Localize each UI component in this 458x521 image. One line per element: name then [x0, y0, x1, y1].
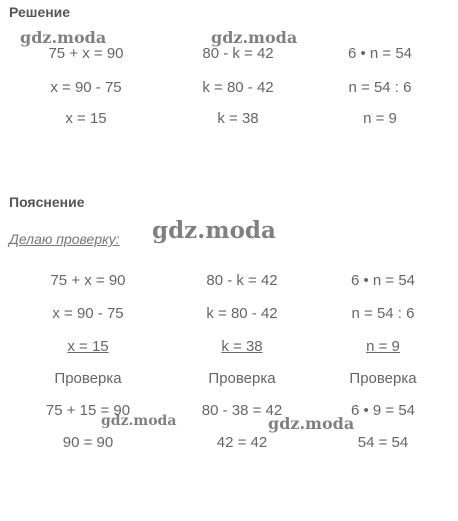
explanation-col2-check-label: Проверка — [208, 370, 276, 387]
explanation-col3-check-line2: 54 = 54 — [357, 434, 409, 451]
solution-col3-line1: 6 • n = 54 — [347, 45, 413, 62]
explanation-col3-line1: 6 • n = 54 — [350, 272, 416, 289]
explanation-col1-check-line2: 90 = 90 — [62, 434, 114, 451]
explanation-col2-check-line1: 80 - 38 = 42 — [201, 402, 283, 419]
solution-col1-line3: x = 15 — [65, 110, 107, 127]
watermark: gdz.moda — [152, 217, 276, 244]
solution-col2-line3: k = 38 — [217, 110, 259, 127]
explanation-col3-check-label: Проверка — [349, 370, 417, 387]
explanation-col1-line2: x = 90 - 75 — [52, 305, 124, 322]
solution-col3-line2: n = 54 : 6 — [348, 79, 412, 96]
watermark: gdz.moda — [268, 414, 355, 433]
watermark: gdz.moda — [211, 28, 298, 47]
explanation-col3-check-line1: 6 • 9 = 54 — [350, 402, 416, 419]
explanation-col1-check-label: Проверка — [54, 370, 122, 387]
explanation-col1-line1: 75 + x = 90 — [50, 272, 126, 289]
solution-title: Решение — [9, 4, 71, 20]
explanation-col1-answer: x = 15 — [67, 338, 109, 355]
explanation-title: Пояснение — [9, 194, 85, 210]
solution-col1-line1: 75 + x = 90 — [48, 45, 124, 62]
explanation-col3-answer: n = 9 — [366, 338, 400, 355]
solution-col3-line3: n = 9 — [363, 110, 397, 127]
explanation-intro: Делаю проверку: — [9, 231, 120, 247]
solution-col2-line1: 80 - k = 42 — [202, 45, 274, 62]
solution-col2-line2: k = 80 - 42 — [202, 79, 274, 96]
explanation-col2-answer: k = 38 — [221, 338, 263, 355]
explanation-col1-check-line1: 75 + 15 = 90 — [45, 402, 131, 419]
watermark: gdz.moda — [20, 28, 107, 47]
watermark: gdz.moda — [101, 413, 177, 429]
explanation-col2-line1: 80 - k = 42 — [206, 272, 278, 289]
explanation-col3-line2: n = 54 : 6 — [351, 305, 415, 322]
explanation-col2-check-line2: 42 = 42 — [216, 434, 268, 451]
explanation-col2-line2: k = 80 - 42 — [206, 305, 278, 322]
solution-col1-line2: x = 90 - 75 — [50, 79, 122, 96]
